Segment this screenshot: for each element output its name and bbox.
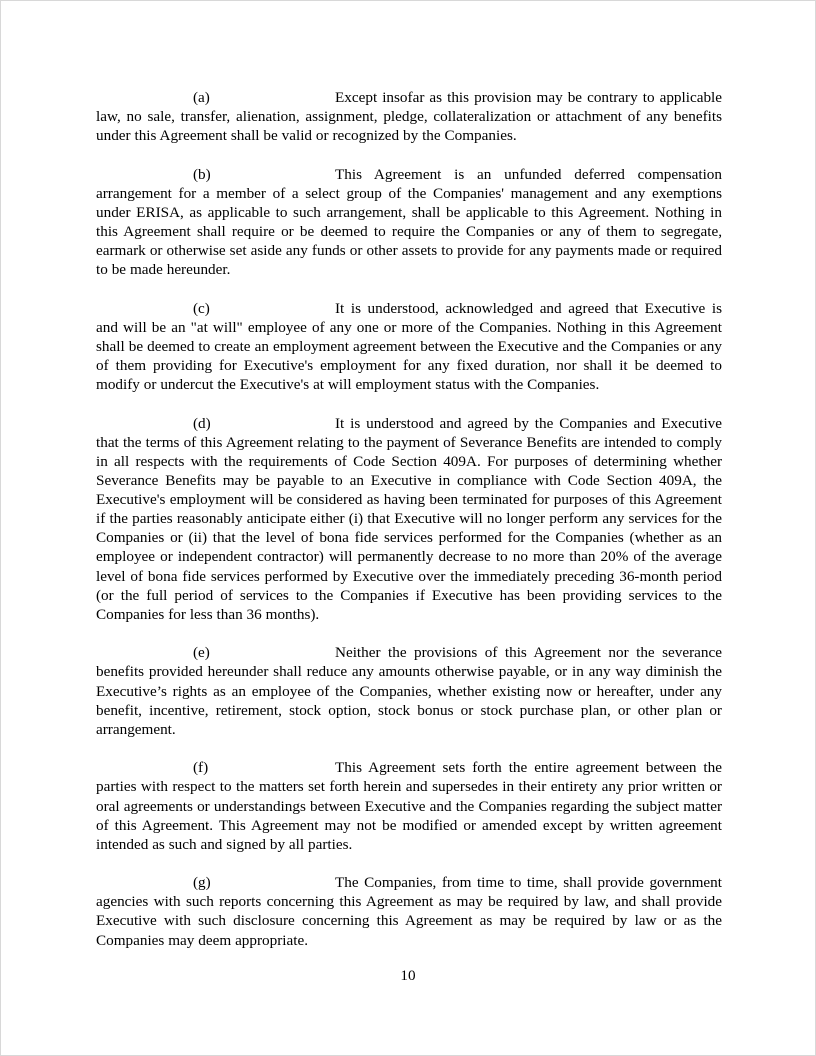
clause-f-text: This Agreement sets forth the entire agreement between the parties with respect to the matters set forth herein and supersedes in their entirety any prior written or oral agreements or understandings between Executive and the Companies regarding the subject matter of this Agreement. This Agreement may not be modified or amended except by written agreement intended as such and signed by all parties. [96, 759, 722, 853]
clause-e-text: Neither the provisions of this Agreement nor the severance benefits provided hereunder shall reduce any amounts otherwise payable, or in any way diminish the Executive’s rights as an employee of the Companies, whether existing now or hereafter, under any benefit, incentive, retirement, stock option, stock bonus or stock purchase plan, or other plan or arrangement. [96, 644, 722, 738]
clause-e-label: (e) [193, 644, 210, 662]
clause-f-label: (f) [193, 759, 209, 777]
clause-g-label: (g) [193, 874, 211, 892]
clause-a-text: Except insofar as this provision may be contrary to applicable law, no sale, transfer, alienation, assignment, pledge, collateralization or attachment of any benefits under this Agreement shall be valid or recognized by the Companies. [96, 89, 722, 145]
clause-b-text: This Agreement is an unfunded deferred compensation arrangement for a member of a select group of the Companies' management and any exemptions under ERISA, as applicable to such arrangement, shall be applicable to this Agreement. Nothing in this Agreement shall require or be deemed to require the Companies or any of them to segregate, earmark or otherwise set aside any funds or other assets to provide for any payments made or required to be made hereunder. [96, 165, 722, 279]
clause-d-label: (d) [193, 414, 211, 432]
clause-a-label: (a) [193, 89, 210, 106]
clause-b [96, 165, 722, 280]
clause-g [96, 873, 722, 949]
clause-b-label: (b) [193, 165, 211, 183]
clause-c-text: It is understood, acknowledged and agreed that Executive is and will be an "at will" employee of any one or more of the Companies. Nothing in this Agreement shall be deemed to create an employment agreement between the Executive and the Companies or any of them providing for Executive's employment for any fixed duration, nor shall it be deemed to modify or undercut the Executive's at will employment status with the Companies. [96, 299, 722, 394]
clause-f [96, 758, 722, 853]
clause-c [96, 299, 722, 394]
clause-d [96, 414, 722, 624]
clause-c-label: (c) [193, 299, 210, 317]
clause-e [96, 643, 722, 738]
page-number: 10 [400, 967, 416, 984]
clause-g-text: The Companies, from time to time, shall provide government agencies with such reports concerning this Agreement as may be required by law, and shall provide Executive with such disclosure concerning this Agreement as may be required by law or as the Companies may deem appropriate. [96, 874, 722, 949]
clause-d-text: It is understood and agreed by the Companies and Executive that the terms of this Agreement relating to the payment of Severance Benefits are intended to comply in all respects with the requirements of Code Section 409A. For purposes of determining whether Severance Benefits may be payable to an Executive in compliance with Code Section 409A, the Executive's employment will be considered as having been terminated for purposes of this Agreement if the parties reasonably anticipate either (i) that Executive will no longer perform any services for the Companies or (ii) that the level of bona fide services performed for the Companies (whether as an employee or independent contractor) will permanently decrease to no more than 20% of the average level of bona fide services performed by Executive over the immediately preceding 36-month period (or the full period of services to the Companies if Executive has been providing services to the Companies for less than 36 months). [96, 414, 722, 623]
document-body [96, 88, 722, 950]
clause-a [96, 88, 722, 145]
